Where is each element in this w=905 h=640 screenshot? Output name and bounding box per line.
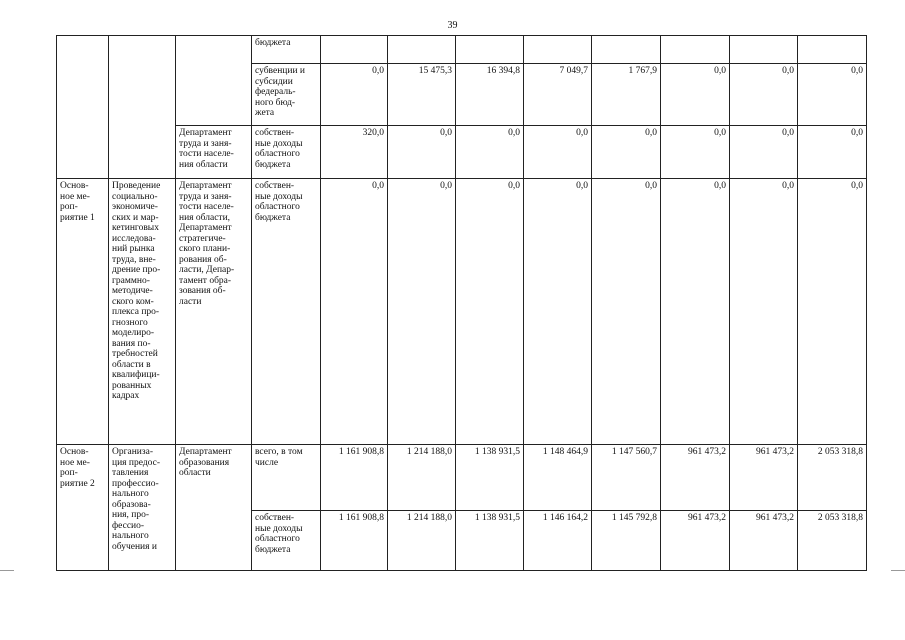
value-cell: 2 053 318,8 [798, 511, 867, 571]
value-cell: 961 473,2 [661, 511, 730, 571]
budget-table [56, 35, 867, 571]
value-cell: 961 473,2 [661, 445, 730, 511]
value-cell: 0,0 [798, 179, 867, 445]
value-cell: 0,0 [798, 126, 867, 179]
page-number: 39 [447, 20, 458, 31]
value-cell: 0,0 [456, 179, 524, 445]
value-cell: 1 138 931,5 [456, 445, 524, 511]
value-cell: 0,0 [388, 179, 456, 445]
measure-status-cell: Основ- ное ме- роп- риятие 2 [57, 445, 109, 571]
scan-edge-mark [0, 570, 14, 571]
executor-cell: Департамент образования области [176, 445, 252, 571]
value-cell [456, 36, 524, 64]
value-cell: 1 214 188,0 [388, 511, 456, 571]
executor-cell: Департамент труда и заня- тости населе- ния области, Департамент стратегиче- ского плани- рования об- ласти, Депар- тамент обра- зования об- ласти [176, 179, 252, 445]
table-row [57, 126, 867, 179]
source-cell: субвенции и субсидии федераль- ного бюд- жета [252, 64, 321, 126]
table-row [57, 445, 867, 511]
value-cell: 16 394,8 [456, 64, 524, 126]
value-cell: 0,0 [456, 126, 524, 179]
value-cell [592, 36, 661, 64]
status-cell [57, 36, 109, 179]
measure-name-cell: Организа- ция предос- тавления профессио- нального образова- ния, про- фессио- нального обучения и [109, 445, 176, 571]
value-cell: 0,0 [321, 179, 388, 445]
value-cell: 2 053 318,8 [798, 445, 867, 511]
value-cell: 7 049,7 [524, 64, 592, 126]
value-cell [798, 36, 867, 64]
value-cell: 961 473,2 [730, 445, 798, 511]
executor-cell [176, 36, 252, 126]
value-cell: 320,0 [321, 126, 388, 179]
value-cell: 0,0 [524, 179, 592, 445]
value-cell [661, 36, 730, 64]
value-cell: 1 138 931,5 [456, 511, 524, 571]
source-cell: собствен- ные доходы областного бюджета [252, 179, 321, 445]
value-cell: 0,0 [730, 64, 798, 126]
source-cell: собствен- ные доходы областного бюджета [252, 126, 321, 179]
value-cell: 1 161 908,8 [321, 445, 388, 511]
source-cell: собствен- ные доходы областного бюджета [252, 511, 321, 571]
value-cell: 961 473,2 [730, 511, 798, 571]
value-cell: 0,0 [730, 179, 798, 445]
value-cell: 1 214 188,0 [388, 445, 456, 511]
value-cell: 0,0 [798, 64, 867, 126]
measure-name-cell: Проведение социально- экономиче- ских и мар- кетинговых исследова- ний рынка труда, вне- дрение про- граммно- методиче- ского ком- плекса про- гнозного моделиро- вания по- требностей области в квалифици- рованных кадрах [109, 179, 176, 445]
source-cell: всего, в том числе [252, 445, 321, 511]
value-cell: 0,0 [321, 64, 388, 126]
value-cell [524, 36, 592, 64]
scan-edge-mark [891, 570, 905, 571]
value-cell [321, 36, 388, 64]
value-cell [730, 36, 798, 64]
table-row [57, 36, 867, 64]
value-cell: 0,0 [661, 126, 730, 179]
executor-cell: Департамент труда и заня- тости населе- ния области [176, 126, 252, 179]
value-cell: 1 767,9 [592, 64, 661, 126]
value-cell: 15 475,3 [388, 64, 456, 126]
value-cell: 1 146 164,2 [524, 511, 592, 571]
value-cell: 1 147 560,7 [592, 445, 661, 511]
value-cell [388, 36, 456, 64]
source-cell: бюджета [252, 36, 321, 64]
name-cell [109, 36, 176, 179]
value-cell: 1 148 464,9 [524, 445, 592, 511]
measure-status-cell: Основ- ное ме- роп- риятие 1 [57, 179, 109, 445]
value-cell: 0,0 [730, 126, 798, 179]
value-cell: 0,0 [388, 126, 456, 179]
value-cell: 0,0 [592, 179, 661, 445]
value-cell: 1 145 792,8 [592, 511, 661, 571]
table-row [57, 179, 867, 445]
value-cell: 0,0 [592, 126, 661, 179]
value-cell: 1 161 908,8 [321, 511, 388, 571]
value-cell: 0,0 [661, 64, 730, 126]
value-cell: 0,0 [524, 126, 592, 179]
value-cell: 0,0 [661, 179, 730, 445]
